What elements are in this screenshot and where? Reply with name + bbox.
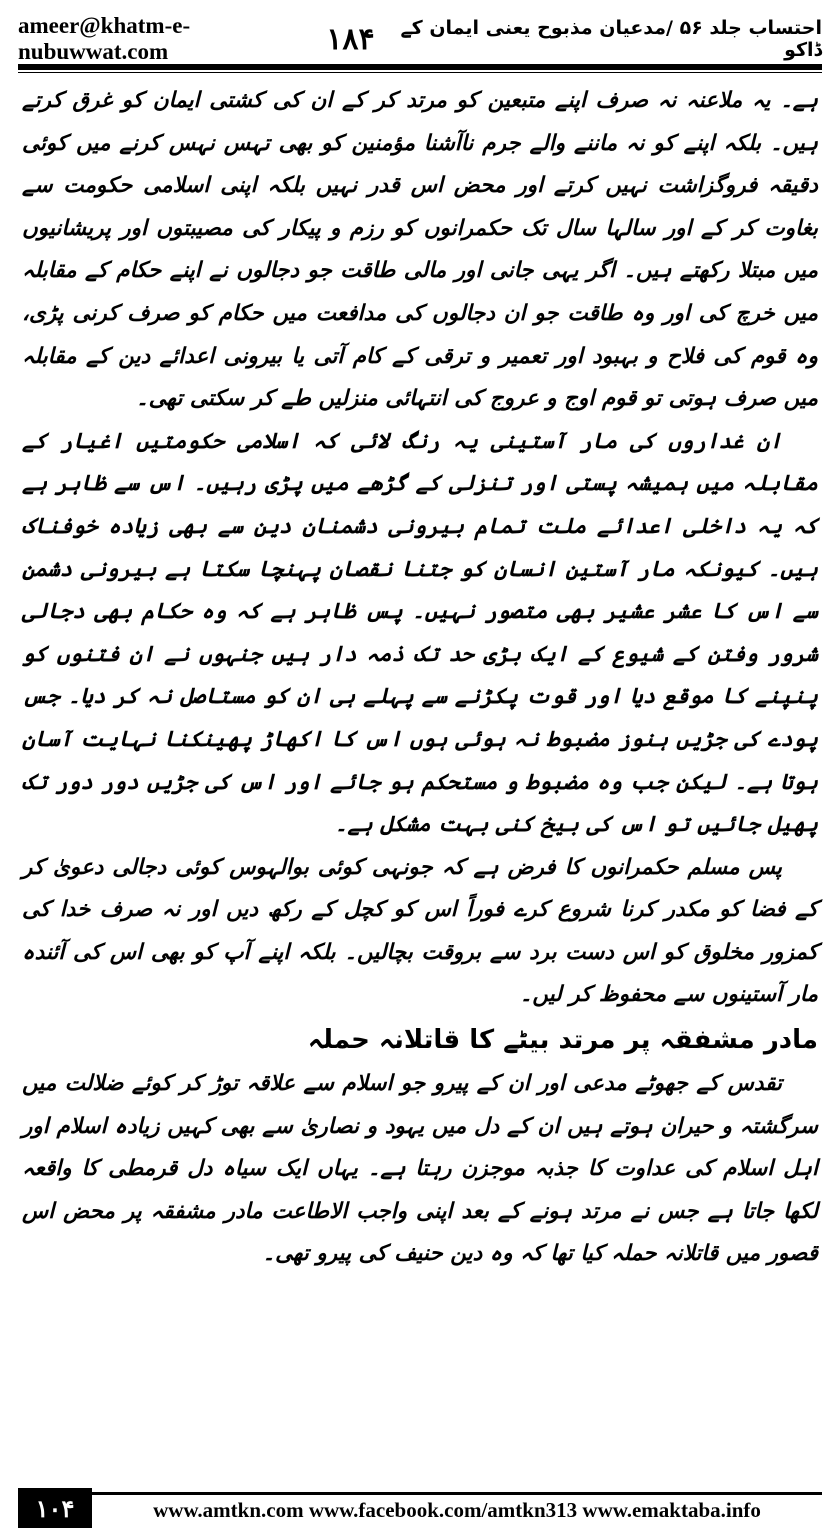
header-thick-rule [18, 64, 822, 70]
header-book-title: احتساب جلد ۵۶ /مدعیان مذبوح یعنی ایمان کے ڈاکو [400, 17, 822, 61]
body-paragraph-4: تقدس کے جھوٹے مدعی اور ان کے پیرو جو اسلام سے علاقہ توڑ کر کوئے ضلالت میں سرگشتہ و حیران ہوتے ہیں ان کے دل میں یہود و نصاریٰ سے بھی کہیں زیادہ اسلام اور اہل اسلام کی عداوت کا جذبہ موجزن رہتا ہے۔ یہاں ایک سیاہ دل قرمطی کا واقعہ لکھا جاتا ہے جس نے مرتد ہونے کے بعد اپنی واجب الاطاعت مادر مشفقہ پر محض اس قصور میں قاتلانہ حملہ کیا تھا کہ وہ دین حنیف کی پیرو تھی۔ [22, 1071, 818, 1267]
section-heading: مادر مشفقہ پر مرتد بیٹے کا قاتلانہ حملہ [307, 1025, 818, 1056]
header-page-number: ۱۸۴ [326, 21, 375, 57]
page-body [22, 80, 818, 1276]
body-paragraph-1: ہے۔ یہ ملاعنہ نہ صرف اپنے متبعین کو مرتد کر کے ان کی کشتی ایمان کو غرق کرتے ہیں۔ بلکہ اپنے کو نہ ماننے والے جرم ناآشنا مؤمنین کو بھی تہس نہس کرنے میں کوئی دقیقہ فروگزاشت نہیں کرتے اور محض اس قدر نہیں بلکہ اپنی اسلامی حکومت سے بغاوت کر کے اور سالہا سال تک حکمرانوں کو رزم و پیکار کی مصیبتوں اور پریشانیوں میں مبتلا رکھتے ہیں۔ اگر یہی جانی اور مالی طاقت جو دجالوں نے اپنے حکام کے مقابلہ میں خرچ کی اور وہ طاقت جو ان دجالوں کی مدافعت میں حکام کو صرف کرنی پڑی، وہ قوم کی فلاح و بہبود اور تعمیر و ترقی کے کام آتی یا بیرونی اعدائے دین کے مقابلہ میں صرف ہوتی تو قوم اوج و عروج کی انتہائی منزلیں طے کر سکتی تھی۔ [22, 88, 818, 412]
footer-page-number: ۱۰۴ [18, 1488, 92, 1528]
header-left [18, 13, 385, 65]
footer-urls: www.amtkn.com www.facebook.com/amtkn313 www.emaktaba.info [153, 1498, 761, 1522]
page-header [18, 13, 822, 64]
footer-rule [92, 1492, 822, 1495]
body-paragraph-2: ان غداروں کی مار آستینی یہ رنگ لائی کہ اسلامی حکومتیں اغیار کے مقابلہ میں ہمیشہ پستی اور تنزلی کے گڑھے میں پڑی رہیں۔ اس سے ظاہر ہے کہ یہ داخلی اعدائے ملت تمام بیرونی دشمنان دین سے بھی زیادہ خوفناک ہیں۔ کیونکہ مار آستین انسان کو جتنا نقصان پہنچا سکتا ہے بیرونی دشمن سے اس کا عشر عشیر بھی متصور نہیں۔ پس ظاہر ہے کہ وہ حکام بھی دجالی شرور وفتن کے شیوع کے ایک بڑی حد تک ذمہ دار ہیں جنہوں نے ان فتنوں کو پنپنے کا موقع دیا اور قوت پکڑنے سے پہلے ہی ان کو مستاصل نہ کر دیا۔ جس پودے کی جڑیں ہنوز مضبوط نہ ہوئی ہوں اس کا اکھاڑ پھینکنا نہایت آسان ہوتا ہے۔ لیکن جب وہ مضبوط و مستحکم ہو جائے اور اس کی جڑیں دور دور تک پھیل جائیں تو اس کی بیخ کنی بہت مشکل ہے۔ [22, 428, 818, 838]
page-footer [18, 1488, 822, 1528]
header-thin-rule [18, 72, 822, 73]
footer-right [92, 1488, 822, 1528]
header-email: ameer@khatm-e-nubuwwat.com [18, 13, 191, 64]
body-paragraph-3: پس مسلم حکمرانوں کا فرض ہے کہ جونہی کوئی بوالہوس کوئی دجالی دعویٰ کر کے فضا کو مکدر کرنا شروع کرے فوراً اس کو کچل کے رکھ دیں اور نہ صرف خدا کی کمزور مخلوق کو اس دست برد سے بروقت بچالیں۔ بلکہ اپنے آپ کو بھی اس کی آئندہ مار آستینوں سے محفوظ کر لیں۔ [22, 854, 818, 1008]
